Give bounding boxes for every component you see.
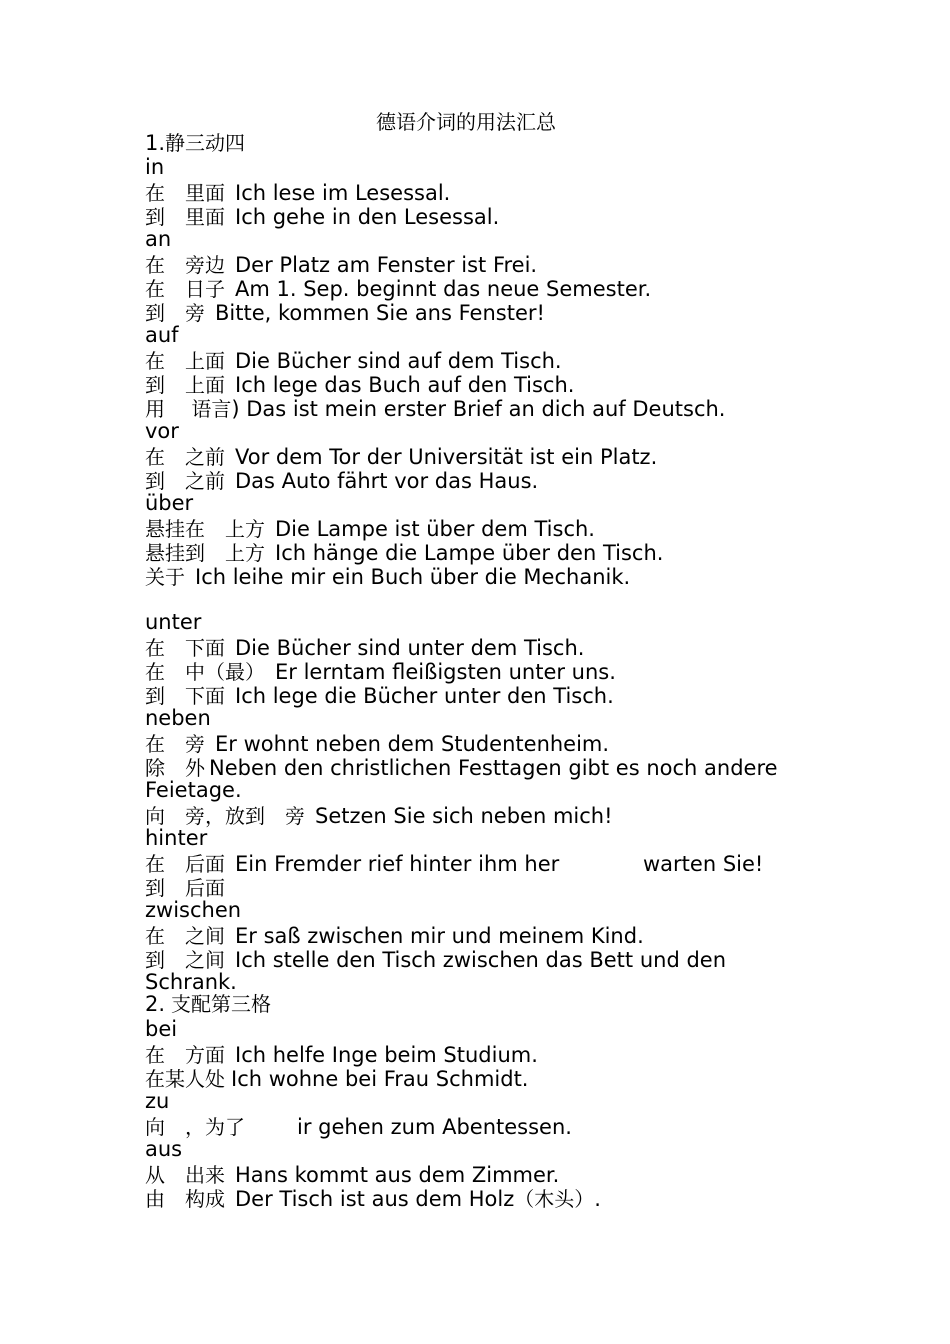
example-row [145,181,450,205]
example-row [145,732,609,756]
german-example: Bitte, kommen Sie ans Fenster! [215,301,545,325]
chinese-gloss: 在 旁 [145,732,205,756]
preposition-heading-aus: aus [145,1137,183,1161]
german-example: Das Auto fährt vor das Haus. [235,469,539,493]
preposition-heading-neben: neben [145,706,211,730]
german-example: Ich gehe in den Lesessal. [235,205,500,229]
example-row [145,277,651,301]
german-example: Ich hänge die Lampe über den Tisch. [275,541,664,565]
chinese-gloss: 悬挂到 上方 [145,541,265,565]
example-row [145,397,726,421]
german-example: Ich wohne bei Frau Schmidt. [231,1067,529,1091]
example-row [145,349,562,373]
german-example-continuation: Feietage. [145,778,242,802]
german-example: ir gehen zum Abentessen. [297,1115,572,1139]
german-example: Der Tisch ist aus dem Holz [235,1187,515,1211]
example-row [145,756,778,780]
chinese-gloss: 在 里面 [145,181,225,205]
german-example: Ich lege die Bücher unter den Tisch. [235,684,614,708]
example-row [145,852,559,876]
chinese-gloss: 到 上面 [145,373,225,397]
example-row [145,565,630,589]
german-example: Neben den christlichen Festtagen gibt es noch andere [209,756,778,780]
example-row [145,1187,601,1211]
chinese-gloss: 悬挂在 上方 [145,517,265,541]
german-example-continuation: Schrank. [145,970,237,994]
german-example: Ein Fremder rief hinter ihm her [235,852,560,876]
chinese-gloss-inline: （木头） [514,1187,595,1211]
example-row [145,301,545,325]
example-row [145,1115,572,1139]
example-row [145,1067,528,1091]
german-example: Er saß zwischen mir und meinem Kind. [235,924,644,948]
german-example: Die Bücher sind auf dem Tisch. [235,349,562,373]
german-example: Die Bücher sind unter dem Tisch. [235,636,585,660]
german-example: Ich lege das Buch auf den Tisch. [235,373,575,397]
german-example: Der Platz am Fenster ist Frei. [235,253,538,277]
preposition-heading-zu: zu [145,1089,170,1113]
german-example: Er lerntam fleißigsten unter uns. [275,660,616,684]
german-example: Vor dem Tor der Universität ist ein Platz. [235,445,658,469]
example-row [145,948,726,972]
example-row [145,205,499,229]
example-row [145,876,225,900]
chinese-gloss: 在 上面 [145,349,225,373]
german-example: ) Das ist mein erster Brief an dich auf Deutsch. [231,397,726,421]
section-title: 支配第三格 [171,992,272,1016]
example-row [145,1163,559,1187]
example-row [145,541,663,565]
german-example: Am 1. Sep. beginnt das neue Semester. [235,277,652,301]
chinese-gloss: 向 ，为了 [145,1115,245,1139]
german-example: Hans kommt aus dem Zimmer. [235,1163,560,1187]
preposition-heading-bei: bei [145,1017,178,1041]
preposition-heading-unter: unter [145,610,202,634]
chinese-gloss: 用 语言 [145,397,232,421]
page-title: 德语介词的用法汇总 [376,110,556,134]
preposition-heading-vor: vor [145,419,179,443]
chinese-gloss: 关于 [145,565,185,589]
example-row [145,445,657,469]
example-row [145,924,644,948]
chinese-gloss: 到 下面 [145,684,225,708]
example-row [145,1043,538,1067]
chinese-gloss: 在 方面 [145,1043,225,1067]
german-example: Ich stelle den Tisch zwischen das Bett und den [235,948,727,972]
chinese-gloss: 除 外 [145,756,205,780]
chinese-gloss: 在某人处 [145,1067,225,1091]
chinese-gloss: 在 日子 [145,277,225,301]
section-heading-1 [145,131,245,155]
chinese-gloss: 到 后面 [145,876,225,900]
german-example: Er wohnt neben dem Studentenheim. [215,732,610,756]
chinese-gloss: 在 下面 [145,636,225,660]
preposition-heading-ueber: über [145,491,194,515]
preposition-heading-an: an [145,227,172,251]
chinese-gloss: 到 旁 [145,301,205,325]
german-example: Ich leihe mir ein Buch über die Mechanik. [195,565,631,589]
german-example: Die Lampe ist über dem Tisch. [275,517,595,541]
preposition-heading-auf: auf [145,323,179,347]
chinese-gloss: 在 后面 [145,852,225,876]
example-row [145,684,614,708]
chinese-gloss: 在 之间 [145,924,225,948]
chinese-gloss: 在 中（最） [145,660,265,684]
german-example: Ich lese im Lesessal. [235,181,451,205]
sentence-end: . [594,1187,601,1211]
preposition-heading-zwischen: zwischen [145,898,242,922]
chinese-gloss: 到 之间 [145,948,225,972]
german-example: Setzen Sie sich neben mich! [315,804,613,828]
chinese-gloss: 由 构成 [145,1187,225,1211]
section-number: 2. [145,992,166,1016]
example-row [145,804,613,828]
example-row [145,660,616,684]
example-row [145,469,538,493]
example-row [145,636,584,660]
german-example: Ich helfe Inge beim Studium. [235,1043,538,1067]
chinese-gloss: 在 之前 [145,445,225,469]
section-heading-2 [145,992,271,1016]
german-example-tail: warten Sie! [643,852,764,876]
chinese-gloss: 向 旁，放到 旁 [145,804,305,828]
section-number: 1. [145,131,166,155]
chinese-gloss: 从 出来 [145,1163,225,1187]
chinese-gloss: 到 之前 [145,469,225,493]
preposition-heading-in: in [145,155,165,179]
chinese-gloss: 在 旁边 [145,253,225,277]
example-row [145,253,537,277]
section-title: 静三动四 [165,131,246,155]
example-row [145,373,574,397]
chinese-gloss: 到 里面 [145,205,225,229]
preposition-heading-hinter: hinter [145,826,208,850]
example-row [145,517,595,541]
